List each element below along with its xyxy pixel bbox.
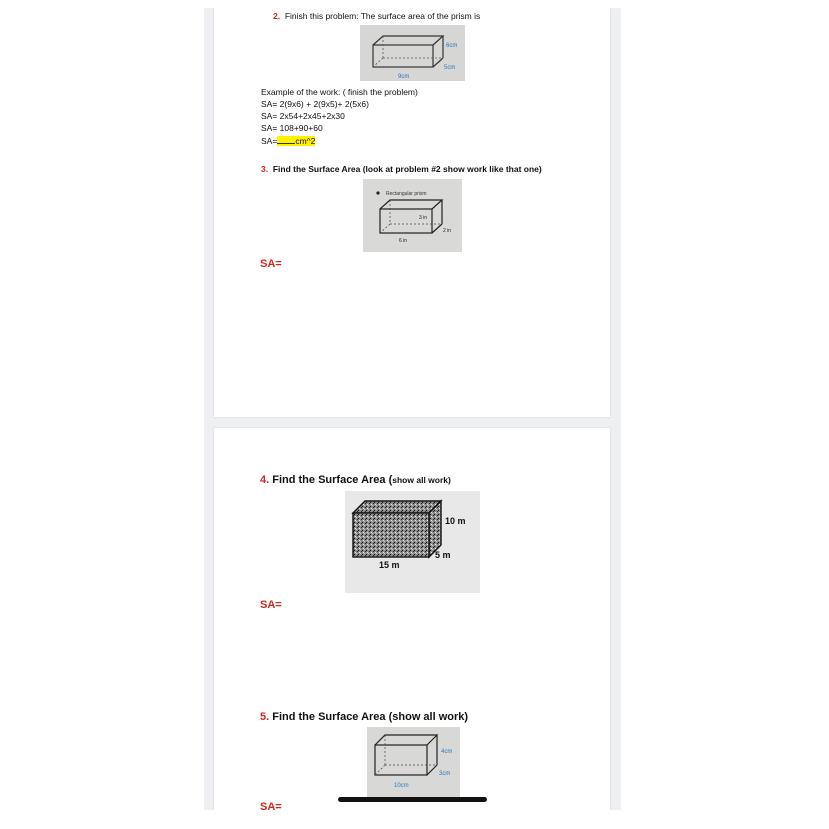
problem-3-height-label: 3 in — [419, 215, 428, 221]
problem-5-number: 5. — [260, 711, 270, 723]
problem-2-depth-label: 5cm — [444, 65, 456, 71]
problem-4-prompt: Find the Surface Area ( — [272, 474, 393, 486]
problem-4-prism-photo — [345, 491, 480, 593]
problem-5-heading — [260, 711, 468, 723]
document-viewer[interactable] — [204, 8, 621, 810]
problem-4-answer-label: SA= — [260, 599, 282, 611]
problem-3-depth-label: 2 in — [443, 228, 452, 234]
problem-5-answer-label: SA= — [260, 801, 282, 810]
problem-3-prism-photo — [363, 179, 462, 252]
problem-3-prompt: Find the Surface Area (look at problem #2 show work like that one) — [272, 164, 542, 174]
answer-blank[interactable] — [277, 135, 295, 144]
problem-2-example-heading: Example of the work: ( finish the problem) — [261, 87, 418, 97]
problem-2-answer-line — [261, 135, 315, 146]
home-indicator-bar[interactable] — [338, 797, 487, 802]
problem-5-depth-label: 3cm — [439, 771, 451, 777]
problem-2-number: 2. — [273, 11, 281, 21]
problem-2-heading — [273, 11, 480, 21]
problem-2-answer-highlight — [277, 136, 315, 146]
problem-5-prism-photo — [367, 727, 460, 797]
problem-4-height-label: 10 m — [445, 516, 466, 526]
problem-4-depth-label: 5 m — [435, 550, 451, 560]
problem-3-heading — [261, 164, 542, 174]
problem-3-answer-label: SA= — [260, 258, 282, 270]
document-page-2 — [214, 428, 610, 810]
problem-2-length-label: 9cm — [398, 74, 410, 80]
problem-3-number: 3. — [261, 164, 269, 174]
document-page-1 — [214, 8, 610, 417]
problem-4-heading — [260, 474, 451, 486]
problem-5-height-label: 4cm — [441, 749, 453, 755]
problem-2-height-label: 6cm — [446, 43, 458, 49]
problem-2-work-line: SA= 2(9x6) + 2(9x5)+ 2(5x6) — [261, 99, 369, 109]
problem-2-answer-prefix: SA= — [261, 136, 278, 146]
problem-3-figure-caption: Rectangular prism — [386, 191, 427, 197]
problem-4-prompt-sub: show all work) — [392, 475, 451, 485]
problem-2-prompt: Finish this problem: The surface area of the prism is — [284, 11, 481, 21]
problem-4-number: 4. — [260, 474, 270, 486]
problem-2-answer-unit: cm^2 — [295, 136, 316, 146]
problem-5-prompt: Find the Surface Area (show all work) — [272, 711, 469, 723]
problem-5-length-label: 10cm — [394, 783, 409, 789]
problem-2-work-line: SA= 2x54+2x45+2x30 — [261, 111, 345, 121]
problem-4-length-label: 15 m — [379, 560, 400, 570]
problem-2-prism-photo — [360, 25, 465, 81]
problem-3-length-label: 6 in — [399, 238, 408, 244]
problem-2-work-line: SA= 108+90+60 — [261, 123, 323, 133]
